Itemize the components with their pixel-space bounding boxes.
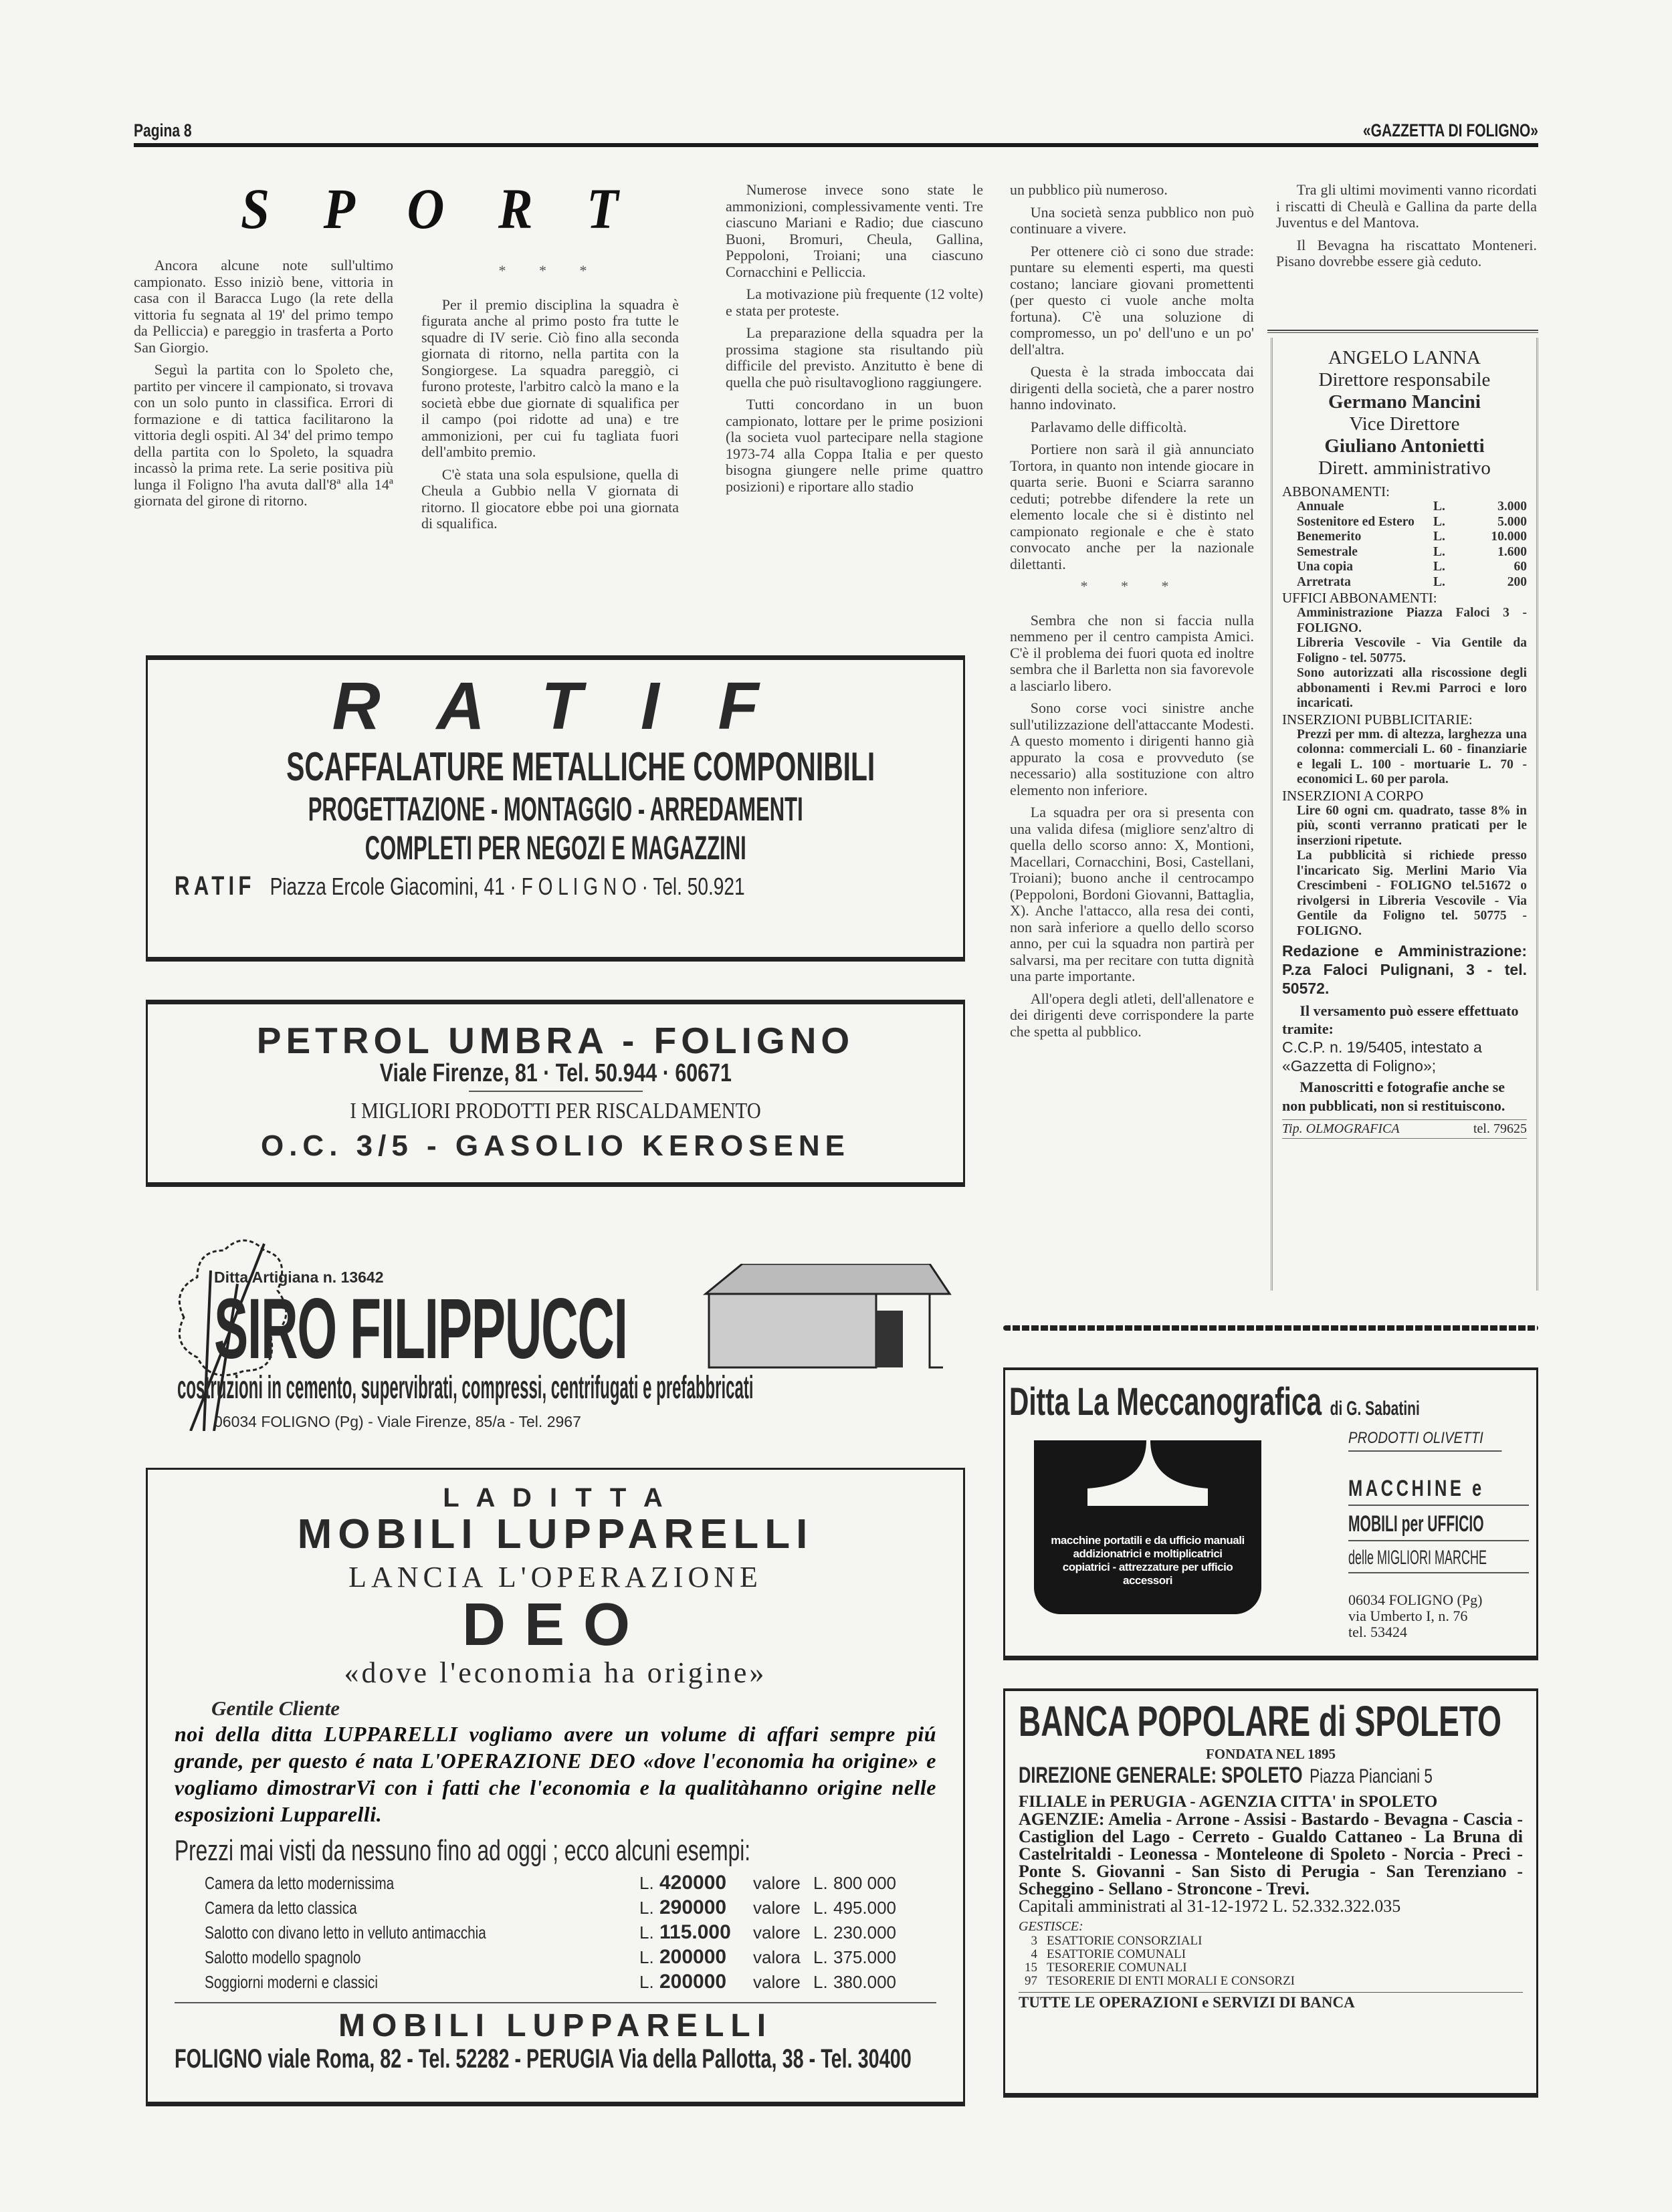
petrol-products: O.C. 3/5 - GASOLIO KEROSENE — [260, 1129, 850, 1162]
item-value: 800 000 — [833, 1873, 896, 1893]
bank-manages-heading: GESTISCE: — [1019, 1919, 1083, 1934]
olivetti-logo-shape-icon — [1034, 1440, 1261, 1507]
price-label: Arretrata — [1297, 574, 1351, 589]
logo-text-line: copiatrici - attrezzature per ufficio — [1062, 1561, 1233, 1573]
article-column-1 — [134, 257, 393, 516]
address-line: via Umberto I, n. 76 — [1348, 1608, 1468, 1624]
price-value: 1.600 — [1497, 544, 1527, 559]
item-name: Salotto modello spagnolo — [205, 1947, 361, 1967]
mobili-body: noi della ditta LUPPARELLI vogliamo avere un volume di affari sempre piú grande, per questo é nata L'OPERAZIONE DEO «dove l'economia ha origine» e vogliamo dimostrarVi con i fatti che l'economia e la qualitàhanno origine nelle esposizioni Lupparelli. — [175, 1722, 936, 1826]
value-label: valore — [753, 1972, 801, 1992]
bank-direction-line — [1019, 1763, 1523, 1789]
meccanografica-owner: di G. Sabatini — [1330, 1398, 1420, 1420]
meccanografica-heading — [1005, 1370, 1536, 1425]
item-value: 230.000 — [833, 1922, 896, 1943]
price-row — [205, 1921, 936, 1946]
logo-text-line: addizionatrici e moltiplicatrici — [1073, 1547, 1223, 1560]
manages-count: 15 — [1025, 1961, 1037, 1975]
ratif-ad — [146, 655, 965, 962]
value-label: valore — [753, 1873, 801, 1893]
paragraph: La motivazione più frequente (12 volte) e stata per proteste. — [726, 286, 983, 319]
article-column-4 — [1010, 182, 1254, 1046]
paragraph: Sono corse voci sinistre anche sull'utilizzazione dell'attaccante Modesti. A questo momento i dirigenti hanno già appurato la cosa e provveduto (se necessario) alla sostituzione con altro elemento non inferiore. — [1010, 699, 1254, 798]
ratif-line-1: SCAFFALATURE METALLICHE COMPONIBILI — [286, 744, 875, 789]
office-line: Libreria Vescovile - Via Gentile da Foligno - tel. 50775. — [1297, 636, 1527, 665]
paragraph: Una società senza pubblico non può continuare a vivere. — [1010, 203, 1254, 237]
manages-count: 97 — [1025, 1974, 1037, 1988]
manages-count: 4 — [1031, 1947, 1037, 1961]
logo-text-line: macchine portatili e da ufficio manuali — [1051, 1534, 1245, 1547]
bank-direction: DIREZIONE GENERALE: SPOLETO — [1019, 1763, 1303, 1788]
currency: L. — [813, 1873, 828, 1893]
bank-direction-address: Piazza Pianciani 5 — [1310, 1765, 1433, 1787]
offices-heading: UFFICI ABBONAMENTI: — [1282, 590, 1437, 606]
meccanografica-details — [1348, 1429, 1529, 1640]
paragraph: Sembra che non si faccia nulla nemmeno per il centro campista Amici. C'è il problema dei fuori quota ed inoltre sembra che il Barletta non sia favorevole a lasciarlo libero. — [1010, 611, 1254, 694]
price-value: 60 — [1513, 560, 1527, 574]
paragraph: Tutti concordano in un buon campionato, lottare per le prime posizioni (la societa vuol partecipare nella stagione 1973-74 alla Coppa Italia e per questo bisogna giungere nelle prime quattro posizioni) e riportare allo stadio — [726, 396, 983, 495]
price-row — [205, 1971, 936, 1995]
paragraph: Portiere non sarà il già annunciato Tortora, in quanto non intende giocare in quarta serie. Buoni e Sciarra saranno ceduti; potrebbe difendere la rete un elemento locale che si è distinto nel campionato regionale e che è stato convocato anche per la nazionale dilettanti. — [1010, 441, 1254, 572]
ditta-number: Ditta Artigiana n. 13642 — [214, 1268, 384, 1286]
bank-branch: FILIALE in PERUGIA - AGENZIA CITTA' in SPOLETO — [1019, 1793, 1438, 1811]
paragraph: Tra gli ultimi movimenti vanno ricordati i riscatti di Cheulà e Gallina da parte della Juventus e del Mantova. — [1276, 181, 1537, 231]
price-currency: L. — [1433, 514, 1445, 529]
bank-capital: Capitali amministrati al 31-12-1972 L. 52.332.322.035 — [1019, 1896, 1401, 1916]
petrol-slogan: I MIGLIORI PRODOTTI PER RISCALDAMENTO — [350, 1099, 761, 1123]
office-line: Amministrazione Piazza Faloci 3 - FOLIGNO. — [1297, 606, 1527, 635]
price-currency: L. — [1433, 530, 1445, 544]
brands-line: delle MIGLIORI MARCHE — [1348, 1547, 1487, 1569]
dotted-rule — [1003, 1325, 1538, 1331]
article-column-2 — [421, 257, 679, 538]
siro-filippucci-ad — [150, 1224, 973, 1438]
bank-title: BANCA POPOLARE di SPOLETO — [1019, 1697, 1501, 1745]
article-column-3 — [726, 182, 983, 501]
page-number: Pagina 8 — [134, 120, 192, 140]
currency: L. — [639, 1873, 654, 1893]
manages-label: ESATTORIE CONSORZIALI — [1047, 1934, 1203, 1948]
petrol-address: Viale Firenze, 81 · Tel. 50.944 · 60671 — [379, 1059, 732, 1087]
ratif-contact-line — [148, 871, 963, 901]
paragraph: Ancora alcune note sull'ultimo campionato. Esso iniziò bene, vittoria in casa con il Baracca Lugo (la rete della vittoria fu segnata al 19' del primo tempo da Pelliccia) e pareggio in trasferta a Porto San Giorgio. — [134, 257, 393, 356]
item-name: Camera da letto classica — [205, 1898, 357, 1918]
currency: L. — [639, 1947, 654, 1967]
price-currency: L. — [1433, 560, 1445, 574]
item-name: Salotto con divano letto in velluto antimacchia — [205, 1922, 486, 1943]
price-value: 200 — [1507, 574, 1527, 589]
logo-text-line: accessori — [1123, 1574, 1172, 1587]
bank-agencies: AGENZIE: Amelia - Arrone - Assisi - Bastardo - Bevagna - Cascia - Castiglion del Lago - Cerreto - Gualdo Cattaneo - La Bruna di Castelritaldi - Leonessa - Monteleone di Spoleto - Norcia - Preci - Ponte S. Giovanni - San Sisto di Perugia - San Terenziano - Scheggino - Sellano - Stroncone - Trevi. — [1019, 1809, 1523, 1898]
price-value: 5.000 — [1497, 514, 1527, 529]
item-price: 200000 — [659, 1946, 727, 1968]
mobili-lupparelli-ad — [146, 1468, 965, 2106]
deo-motto: «dove l'economia ha origine» — [344, 1656, 767, 1689]
ratif-line-3: COMPLETI PER NEGOZI E MAGAZZINI — [364, 829, 746, 867]
director-role: Direttore responsabile — [1318, 369, 1491, 391]
currency: L. — [813, 1947, 828, 1967]
deo-title: DEO — [461, 1591, 649, 1658]
paragraph: Parlavamo delle difficoltà. — [1030, 418, 1187, 435]
item-price: 115.000 — [659, 1921, 731, 1943]
building-illustration-icon — [702, 1264, 956, 1371]
vice-director-name: Germano Mancini — [1328, 391, 1481, 413]
manages-label: ESATTORIE COMUNALI — [1047, 1947, 1186, 1961]
admin-director-name: Giuliano Antonietti — [1324, 435, 1485, 457]
price-label: Annuale — [1297, 500, 1344, 514]
currency: L. — [813, 1898, 828, 1918]
address-line: 06034 FOLIGNO (Pg) — [1348, 1591, 1483, 1608]
price-label: Una copia — [1297, 560, 1353, 574]
paragraph: Seguì la partita con lo Spoleto che, partito per vincere il campionato, si trovava con un solo punto in classifica. Errori di formazione e di tattica facilitarono la vittoria degli ospiti. Al 34' del primo tempo della partita con lo Spoleto, la squadra incassò la prima rete. La serie positiva più lunga il Foligno l'ha avuta dall'8ª alla 14ª giornata del girone di ritorno. — [134, 361, 393, 509]
manages-label: TESORERIE DI ENTI MORALI E CONSORZI — [1047, 1974, 1295, 1988]
postal-account: C.C.P. n. 19/5405, intestato a «Gazzetta di Foligno»; — [1282, 1038, 1482, 1075]
price-row — [205, 1872, 936, 1896]
item-price: 420000 — [659, 1872, 727, 1894]
printer-phone: tel. 79625 — [1473, 1121, 1527, 1136]
price-row — [1282, 530, 1527, 545]
operazione-line: LANCIA L'OPERAZIONE — [348, 1561, 762, 1593]
paragraph: Numerose invece sono state le ammonizioni, complessivamente venti. Tre ciascuno Mariani e Radio; due ciascuno Buoni, Bromuri, Cheula, Gallina, Peppoloni, Troiani; una ciascuno Cornacchini e Pelliccia. — [726, 181, 983, 280]
price-row — [1282, 515, 1527, 530]
divider — [175, 2002, 936, 2003]
petrol-title: PETROL UMBRA - FOLIGNO — [256, 1020, 855, 1061]
article-column-5 — [1276, 182, 1537, 276]
siro-address: 06034 FOLIGNO (Pg) - Viale Firenze, 85/a - Tel. 2967 — [214, 1413, 581, 1430]
siro-name: SIRO FILIPPUCCI — [214, 1281, 627, 1377]
paragraph: C'è stata una sola espulsione, quella di Cheula a Gubbio nella V giornata di ritorno. Il giocatore ebbe poi una giornata di squalifica. — [421, 465, 679, 532]
mobili-name: MOBILI LUPPARELLI — [297, 1511, 814, 1557]
meccanografica-title: Ditta La Meccanografica — [1009, 1380, 1322, 1424]
price-value: 3.000 — [1497, 500, 1527, 514]
admin-director-role: Dirett. amministrativo — [1318, 457, 1491, 479]
ratif-logo: R A T I F — [332, 669, 779, 744]
banca-popolare-ad — [1003, 1688, 1538, 2098]
section-title: S P O R T — [241, 177, 639, 241]
olivetti-brand: PRODOTTI OLIVETTI — [1348, 1429, 1502, 1452]
printer-name: Tip. OLMOGRAFICA — [1282, 1121, 1400, 1136]
item-price: 290000 — [659, 1896, 727, 1918]
meccanografica-ad — [1003, 1367, 1538, 1660]
price-row — [205, 1896, 936, 1921]
petrol-umbra-ad — [146, 1000, 965, 1187]
value-label: valore — [753, 1898, 801, 1918]
price-row — [205, 1946, 936, 1971]
manuscripts-note: Manoscritti e fotografie anche se non pubblicati, non si restituiscono. — [1282, 1079, 1505, 1114]
price-row — [1282, 500, 1527, 515]
manages-item — [1019, 1975, 1523, 1988]
manages-label: TESORERIE COMUNALI — [1047, 1961, 1187, 1975]
mobili-footer-address: FOLIGNO viale Roma, 82 - Tel. 52282 - PERUGIA Via della Pallotta, 38 - Tel. 30400 — [175, 2044, 912, 2074]
director-name: ANGELO LANNA — [1328, 347, 1481, 368]
price-row — [1282, 575, 1527, 590]
paragraph: Per ottenere ciò ci sono due strade: puntare su elementi esperti, ma questi costano; lanciare giovani promettenti (per questo ci vuole anche molta fortuna). C'è una soluzione di compromesso, un po' dell'uno e un po' dell'altra. — [1010, 242, 1254, 358]
bank-footer: TUTTE LE OPERAZIONI e SERVIZI DI BANCA — [1019, 1992, 1523, 2011]
manages-item — [1019, 1961, 1523, 1975]
paragraph: Il Bevagna ha riscattato Monteneri. Pisano dovrebbe essere già ceduto. — [1276, 236, 1537, 269]
price-label: Benemerito — [1297, 530, 1362, 544]
currency: L. — [639, 1922, 654, 1943]
vice-director-role: Vice Direttore — [1349, 413, 1460, 435]
greeting: Gentile Cliente — [211, 1696, 340, 1720]
currency: L. — [813, 1972, 828, 1992]
price-label: Sostenitore ed Estero — [1297, 514, 1415, 529]
masthead-box — [1271, 338, 1538, 1291]
subscriptions-heading: ABBONAMENTI: — [1282, 483, 1390, 500]
paragraph: Questa è la strada imboccata dai dirigenti della società, che a parer nostro hanno indovinato. — [1010, 363, 1254, 413]
ads-heading: INSERZIONI PUBBLICITARIE: — [1282, 711, 1473, 728]
ads-rates: Prezzi per mm. di altezza, larghezza una colonna: commerciali L. 60 - finanziarie e legali L. 100 - mortuarie L. 70 - economici L. 60 per parola. — [1297, 727, 1527, 786]
divider — [469, 1091, 643, 1092]
currency: L. — [639, 1898, 654, 1918]
currency: L. — [813, 1922, 828, 1943]
price-label: Semestrale — [1297, 544, 1358, 559]
editorial-address: Redazione e Amministrazione: P.za Faloci Pulignani, 3 - tel. 50572. — [1282, 942, 1527, 997]
machines-line: MACCHINE e — [1348, 1476, 1485, 1501]
ratif-line-2: PROGETTAZIONE - MONTAGGIO - ARREDAMENTI — [308, 790, 803, 828]
price-row — [1282, 560, 1527, 575]
price-currency: L. — [1433, 500, 1445, 514]
ratif-address: Piazza Ercole Giacomini, 41 · F O L I G N O · Tel. 50.921 — [270, 873, 745, 900]
box-top-rule — [1267, 330, 1538, 333]
paragraph: La squadra per ora si presenta con una valida difesa (migliore senz'altro di quella dello scorso anno: X, Montioni, Macellari, Cornacchini, Bosi, Castellani, Troiani); buono anche il centrocampo (Peppoloni, Bordoni Giovanni, Battaglia, X). Anche l'attacco, alla resa dei conti, non sarà inferiore a quello dello scorso anno, per cui la squadra non partirà per salvarsi, ma per recitare con tutta dignità una parte importante. — [1010, 804, 1254, 984]
office-line: Sono autorizzati alla riscossione degli abbonamenti i Rev.mi Parroci e loro incaricati. — [1297, 666, 1527, 710]
paragraph: La preparazione della squadra per la prossima stagione sta risultando più difficile del previsto. Anzitutto è bene di quella che può risultavogliono raggiungere. — [726, 324, 983, 391]
prices-intro: Prezzi mai visti da nessuno fino ad oggi ; ecco alcuni esempi: — [175, 1834, 751, 1867]
item-name: Camera da letto modernissima — [205, 1873, 395, 1893]
manages-item — [1019, 1934, 1523, 1948]
manages-item — [1019, 1948, 1523, 1961]
value-label: valora — [753, 1947, 801, 1967]
currency: L. — [639, 1972, 654, 1992]
price-value: 10.000 — [1491, 530, 1527, 544]
paragraph: Per il premio disciplina la squadra è figurata anche al primo posto fra tutte le squadre di IV serie. Ciò fino alla seconda giornata di ritorno, nella partita con la Songiorgese. La squadra pareggiò, ci furono proteste, l'arbitro calcò la mano e la società ebbe due giornate di squalifica per il campo (poi ridotte ad una) e tre ammonizioni, per cui fu tagliata fuori dell'ambito premio. — [421, 296, 679, 460]
printer-credit — [1282, 1119, 1527, 1139]
body-ads-heading: INSERZIONI A CORPO — [1282, 787, 1424, 804]
price-list — [1282, 500, 1527, 590]
payment-note: Il versamento può essere effettuato tramite: — [1282, 1002, 1519, 1037]
price-currency: L. — [1433, 574, 1445, 589]
item-price: 200000 — [659, 1971, 727, 1993]
bank-manages-list — [1019, 1934, 1523, 1988]
paragraph: All'opera degli atleti, dell'allenatore e dei dirigenti deve corrispondere la parte che spetta al pubblico. — [1010, 990, 1254, 1040]
siro-tagline: costruzioni in cemento, supervibrati, compressi, centrifugati e prefabbricati — [177, 1370, 754, 1406]
ads-contact: La pubblicità si richiede presso l'incaricato Sig. Merlini Mario Via Crescimbeni - FOLIGNO tel.51672 o rivolgersi in Libreria Vescovile - Via Gentile da Foligno tel. 50775 - FOLIGNO. — [1297, 849, 1527, 938]
newspaper-masthead: «GAZZETTA DI FOLIGNO» — [1362, 120, 1538, 140]
item-value: 375.000 — [833, 1947, 896, 1967]
ratif-name: RATIF — [175, 871, 255, 901]
price-currency: L. — [1433, 544, 1445, 559]
bank-founded: FONDATA NEL 1895 — [1205, 1746, 1336, 1762]
paragraph: un pubblico più numeroso. — [1010, 181, 1168, 198]
value-label: valore — [753, 1922, 801, 1943]
manages-count: 3 — [1031, 1934, 1037, 1948]
furniture-line: MOBILI per UFFICIO — [1348, 1511, 1484, 1537]
item-value: 495.000 — [833, 1898, 896, 1918]
item-value: 380.000 — [833, 1972, 896, 1992]
mobili-footer-name: MOBILI LUPPARELLI — [338, 2008, 773, 2043]
body-ads-rates: Lire 60 ogni cm. quadrato, tasse 8% in più, sconti verranno praticati per le inserzioni ripetute. — [1297, 803, 1527, 848]
la-ditta: L A D I T T A — [443, 1483, 668, 1513]
header-rule — [134, 143, 1538, 147]
olivetti-logo — [1034, 1440, 1261, 1614]
price-row — [1282, 545, 1527, 560]
price-examples — [148, 1872, 963, 1995]
separator-stars: * * * — [498, 262, 602, 279]
item-name: Soggiorni moderni e classici — [205, 1972, 378, 1992]
separator-stars: * * * — [1080, 578, 1184, 594]
address-line: tel. 53424 — [1348, 1624, 1407, 1640]
